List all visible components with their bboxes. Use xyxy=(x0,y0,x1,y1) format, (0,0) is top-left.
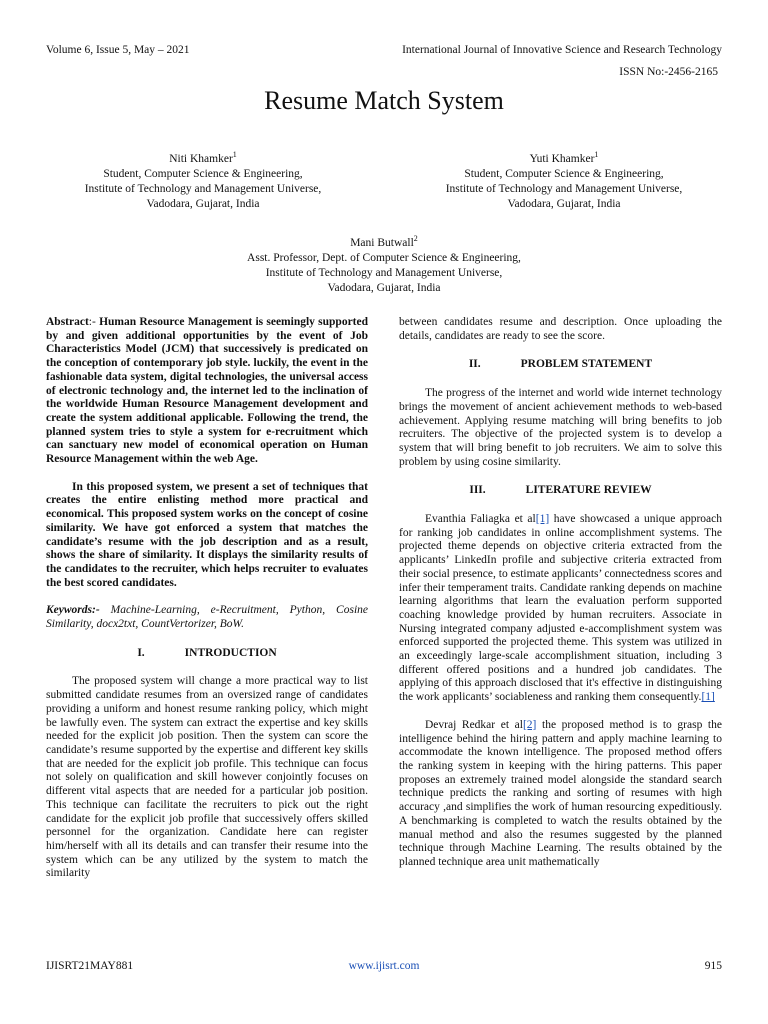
author-institute: Institute of Technology and Management Universe, xyxy=(265,266,503,279)
author-affiliation: Asst. Professor, Dept. of Computer Science & Engineering, xyxy=(247,251,521,264)
author-name: Yuti Khamker xyxy=(529,152,595,165)
author-location: Vadodara, Gujarat, India xyxy=(146,197,260,210)
keywords xyxy=(46,604,368,631)
author-affil-mark: 1 xyxy=(594,150,599,159)
section-number: II. xyxy=(468,358,481,371)
abstract-text: Human Resource Management is seemingly supported by and given additional opportunities by the event of Job Characteristics Model (JCM) that successively is predicated on the conception of contemporary job style. luckily, the event in the fashionable data system, digital technologies, the universal access of electronic technology and, the internet led to the inclination of the worldwide Human Resource Management development and create the system additional applicable. Following the trend, the planned system tries to style a system for e-recruitment which can sanctuary new model of economical operation on Human Resource Management within the web Age. xyxy=(46,316,369,466)
intro-continuation: between candidates resume and description. Once uploading the details, candidates are ready to see the score. xyxy=(399,316,722,342)
abstract-label: Abstract xyxy=(46,316,89,328)
author-institute: Institute of Technology and Management Universe, xyxy=(84,182,322,195)
author-location: Vadodara, Gujarat, India xyxy=(507,197,621,210)
abstract xyxy=(46,316,368,467)
abstract-sep: :- xyxy=(88,316,100,328)
page-number: 915 xyxy=(704,960,722,972)
journal-url-link[interactable]: www.ijisrt.com xyxy=(348,960,420,972)
abstract-para-2-text: In this proposed system, we present a set of techniques that creates the entire enlisting method more practical and economical. This proposed system works on the concept of cosine similarity. We have got enforced a system that matches the candidate’s resume with the job description and as a result, shows the share of similarity. It displays the similarity results of the candidates to the recruiter, which helps recruiter to evaluates the best scored candidates. xyxy=(46,480,368,589)
issn: ISSN No:-2456-2165 xyxy=(619,66,718,78)
author-affil-mark: 2 xyxy=(413,234,418,243)
problem-paragraph: The progress of the internet and world wide internet technology brings the movement of ancient achievement methods to web-based achievement. Applying resume matching will bring benefits to job recruiters. The objective of the projected system is to develop a system that will bring benefit to job recruiters. We aim to solve this problem by using cosine similarity. xyxy=(399,387,722,468)
citation-link-1b[interactable]: [1] xyxy=(701,691,715,704)
section-heading-literature xyxy=(399,484,722,498)
keywords-text: Machine-Learning, e-Recruitment, Python, Cosine Similarity, docx2txt, CountVertorizer, BoW. xyxy=(46,604,368,631)
author-name: Mani Butwall xyxy=(350,236,414,249)
author-block-3 xyxy=(100,231,668,296)
paper-id: IJISRT21MAY881 xyxy=(46,960,134,972)
lit1-text: have showcased a unique approach for ranking job candidates in online accomplishment systems. The projected theme depends on objective criteria extracted from the applicants’ LinkedIn profile and subjective criteria extracted from their social presence, to estimate applicants’ connectedness scores and infer their temperament traits. Candidate ranking depends on machine learning algorithms that learn the evaluation perform supported coaching knowledge provided by human recruiters. Associate in Nursing integrated company adjusted e-accomplishment system was enforced supported the projected theme. This system was utilized in an exceedingly large-scale accomplishment situation, including 3 different offered positions and a hundred job candidates. The applying of this approach disclosed that it's effective in distinguishing the work applicants’ sociableness and ranking them consequently. xyxy=(399,513,722,704)
author-affil-mark: 1 xyxy=(232,150,237,159)
author-institute: Institute of Technology and Management Universe, xyxy=(445,182,683,195)
lit1-author: Evanthia Faliagka et al xyxy=(425,513,536,526)
volume-info: Volume 6, Issue 5, May – 2021 xyxy=(46,44,190,56)
literature-paragraph-1 xyxy=(399,513,722,705)
citation-link-2[interactable]: [2] xyxy=(522,718,537,731)
section-title: LITERATURE REVIEW xyxy=(525,484,652,497)
left-column xyxy=(46,316,368,881)
author-block-2 xyxy=(405,147,723,212)
author-location: Vadodara, Gujarat, India xyxy=(327,281,441,294)
lit2-author: Devraj Redkar et al xyxy=(425,718,523,731)
section-title: PROBLEM STATEMENT xyxy=(520,358,653,371)
intro-paragraph: The proposed system will change a more practical way to list submitted candidate resumes from an oversized range of candidates providing a uniform and honest resume ranking policy, which might be lawfully even. The system can extract the expertise and key skills needed for the explicit job position. Then the system can score the candidate’s resume supported by the expertise and different key skills that are needed for the explicit job profile. This technique can focus not solely on qualification and skill however conjointly focuses on different vital aspects that are needed for a particular job position. This technique can facilitate the recruiters to pick out the right candidate for the explicit job profile that successively offers skilled personnel for the organization. Candidate here can register him/herself with all its details and can transfer their resume into the system which can be any utilized by the system to match the similarity xyxy=(46,675,368,880)
section-heading-introduction xyxy=(46,647,368,661)
author-affiliation: Student, Computer Science & Engineering, xyxy=(464,167,664,180)
section-title: INTRODUCTION xyxy=(184,646,277,659)
section-number: III. xyxy=(469,484,486,497)
keywords-label: Keywords:- xyxy=(46,604,100,617)
author-affiliation: Student, Computer Science & Engineering, xyxy=(103,167,303,180)
journal-name: International Journal of Innovative Science and Research Technology xyxy=(402,44,722,56)
right-column xyxy=(399,316,722,870)
section-heading-problem xyxy=(399,358,722,372)
lit2-text: the proposed method is to grasp the intelligence behind the hiring pattern and apply machine learning to accommodate the known intelligence. The proposed method offers the ranking system in keeping with the hiring patterns. This paper proposes an extremely trained model alongside the standard search technique predicts the ranking and sorting of resumes with high accuracy ,and simplifies the work of human resourcing expeditiously. A benchmarking is completed to watch the results obtained by the manual method and also the resumes suggested by the planned technique through Machine Learning. The results obtained by the planned technique area unit mathematically xyxy=(399,718,722,868)
section-number: I. xyxy=(137,646,145,659)
abstract-para-2 xyxy=(46,481,368,591)
author-block-1 xyxy=(46,147,360,212)
literature-paragraph-2 xyxy=(399,719,722,870)
paper-title: Resume Match System xyxy=(264,86,504,115)
citation-link-1[interactable]: [1] xyxy=(535,513,550,526)
author-name: Niti Khamker xyxy=(169,152,233,165)
